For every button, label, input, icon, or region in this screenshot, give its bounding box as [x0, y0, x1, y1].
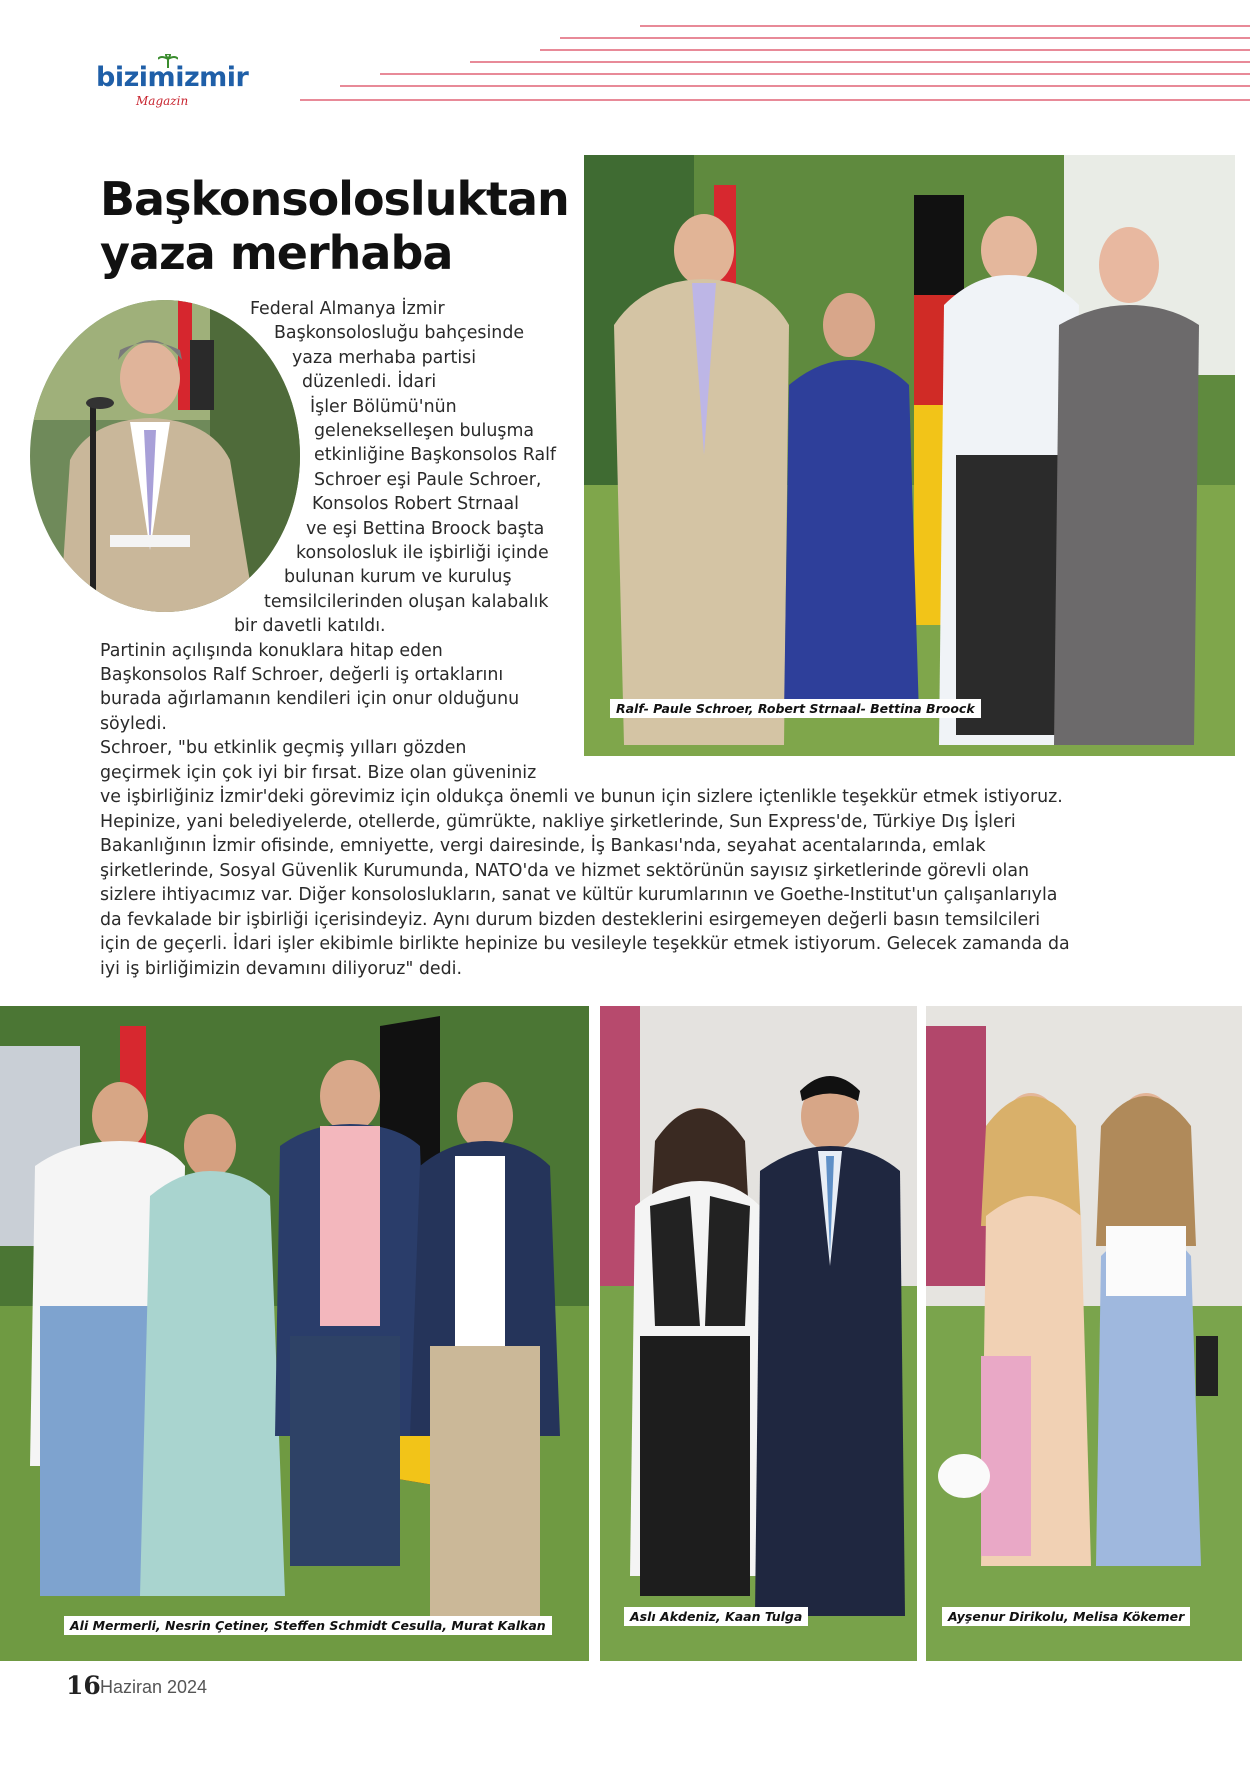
text-line: geçirmek için çok iyi bir fırsat. Bize olan güveniniz [100, 763, 537, 783]
title-line-2: yaza merhaba [100, 226, 453, 280]
top-group-photo [584, 155, 1235, 756]
text-line: söyledi. [100, 714, 167, 734]
logo-subtitle: Magazin [136, 94, 189, 108]
text-line: ve eşi Bettina Broock başta [306, 519, 545, 539]
bottom-right-photo-caption: Ayşenur Dirikolu, Melisa Kökemer [942, 1607, 1190, 1626]
header-decorative-lines [240, 20, 1250, 110]
text-line: da fevkalade bir işbirliği içerisindeyiz. Aynı durum bizden desteklerini esirgemeyen değerli basın temsilcileri [100, 910, 1041, 930]
bottom-right-pair-photo [926, 1006, 1242, 1661]
text-line: sizlere ihtiyacımız var. Diğer konsoloslukların, sanat ve kültür kurumlarının ve Goethe-Institut'un çalışanlarıyla [100, 885, 1058, 905]
text-line: Schroer eşi Paule Schroer, [314, 470, 542, 490]
bottom-middle-photo-caption: Aslı Akdeniz, Kaan Tulga [624, 1607, 808, 1626]
text-line: Başkonsolosluğu bahçesinde [274, 323, 525, 343]
text-line: temsilcilerinden oluşan kalabalık [264, 592, 549, 612]
text-line: Konsolos Robert Strnaal [312, 494, 520, 514]
text-line: şirketlerinde, Sosyal Güvenlik Kurumunda, NATO'da ve hizmet sektörünün sayısız şirketlerinde görevli olan [100, 861, 1030, 881]
logo-text: bizimizmir [96, 62, 249, 93]
page-number: 16 [66, 1671, 101, 1700]
bottom-left-photo-caption: Ali Mermerli, Nesrin Çetiner, Steffen Schmidt Cesulla, Murat Kalkan [64, 1616, 552, 1635]
title-line-1: Başkonsolosluktan [100, 172, 569, 226]
text-line: Bakanlığının İzmir ofisinde, emniyette, vergi dairesinde, İş Bankası'nda, seyahat acentalarında, emlak [100, 836, 986, 856]
bottom-left-group-photo [0, 1006, 589, 1661]
text-line: için de geçerli. İdari işler ekibimle birlikte hepinize bu vesileyle teşekkür etmek istiyorum. Gelecek zamanda da [100, 934, 1070, 954]
text-line: İşler Bölümü'nün [310, 397, 457, 417]
speaker-portrait-photo [30, 300, 300, 612]
magazine-logo [96, 62, 249, 112]
text-line: gelenekselleşen buluşma [314, 421, 535, 441]
bottom-middle-couple-photo [600, 1006, 917, 1661]
text-line: Hepinize, yani belediyelerde, otellerde, gümrükte, nakliye şirketlerinde, Sun Express'de, Türkiye Dış İşleri [100, 812, 1016, 832]
text-line: etkinliğine Başkonsolos Ralf [314, 445, 557, 465]
text-line: Partinin açılışında konuklara hitap eden [100, 641, 443, 661]
text-line: düzenledi. İdari [302, 372, 437, 392]
text-line: burada ağırlamanın kendileri için onur olduğunu [100, 689, 520, 709]
text-line: Schroer, "bu etkinlik geçmiş yılları gözden [100, 738, 467, 758]
text-line: bir davetli katıldı. [234, 616, 386, 636]
text-line: ve işbirliğiniz İzmir'deki görevimiz için oldukça önemli ve bunun için sizlere içtenlikle teşekkür etmek istiyoruz. [100, 787, 1063, 807]
article-title [100, 172, 580, 280]
text-line: bulunan kurum ve kuruluş [284, 567, 512, 587]
text-line: Başkonsolos Ralf Schroer, değerli iş ortaklarını [100, 665, 504, 685]
text-line: Federal Almanya İzmir [250, 299, 445, 319]
text-line: iyi iş birliğimizin devamını diliyoruz" dedi. [100, 959, 463, 979]
text-line: yaza merhaba partisi [292, 348, 477, 368]
text-line: konsolosluk ile işbirliği içinde [296, 543, 549, 563]
top-photo-caption: Ralf- Paule Schroer, Robert Strnaal- Bettina Broock [610, 699, 981, 718]
issue-date: Haziran 2024 [100, 1677, 208, 1697]
